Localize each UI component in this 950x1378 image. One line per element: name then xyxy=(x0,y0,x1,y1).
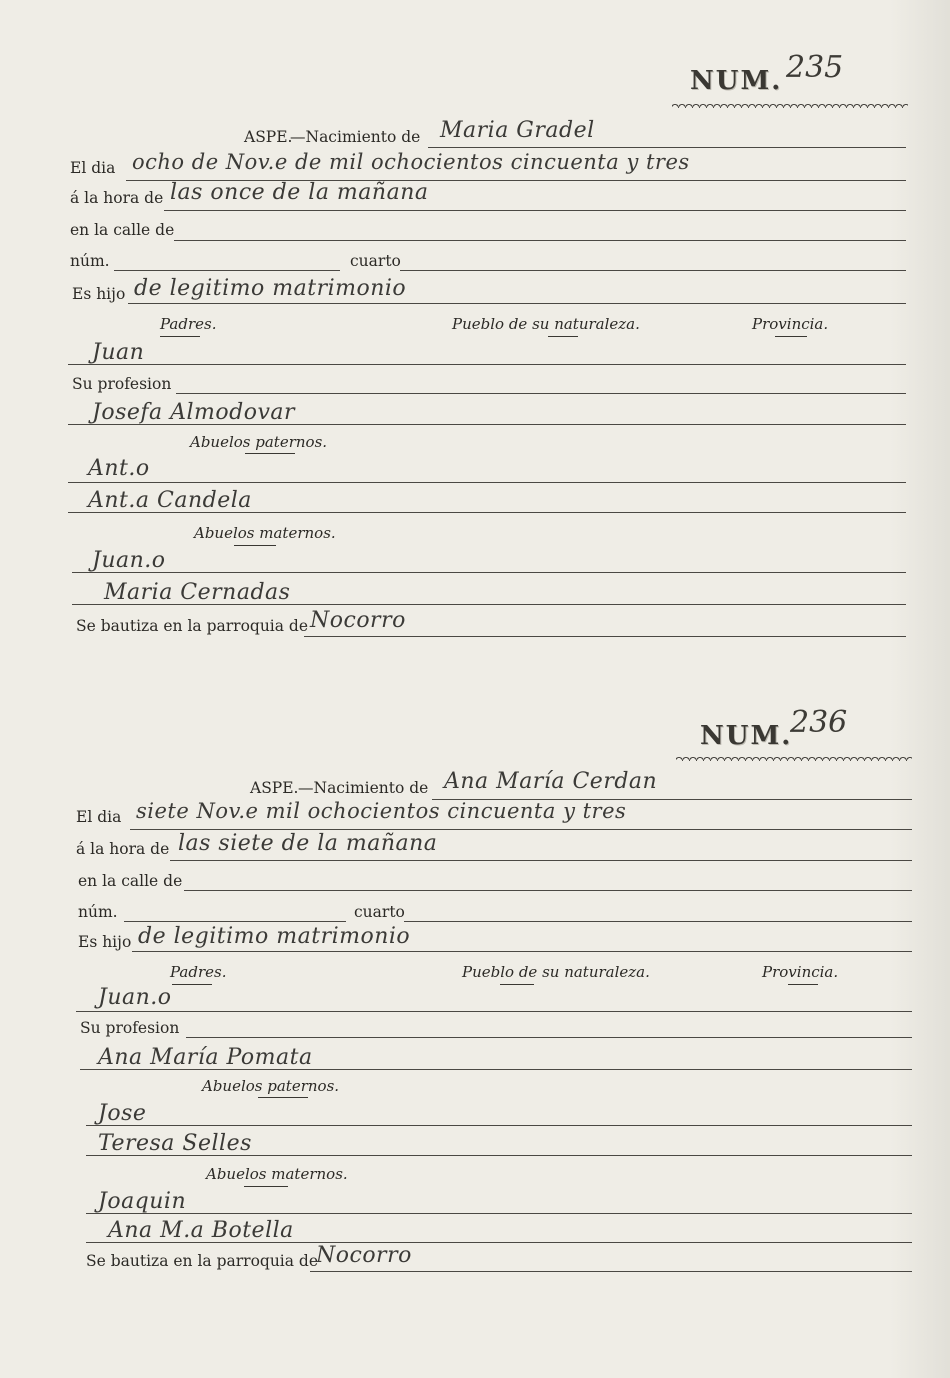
record-number-label: NUM. xyxy=(700,721,793,751)
birth-record xyxy=(0,653,950,1293)
street-line xyxy=(184,890,912,891)
maternal-grandparents-header: Abuelos maternos. xyxy=(206,1165,348,1183)
hour-line xyxy=(170,860,912,861)
hour-line xyxy=(164,210,906,211)
day-value: ocho de Nov.e de mil ochocientos cincuenta y tres xyxy=(132,150,690,174)
maternal-grandfather: Juan.o xyxy=(92,548,166,573)
paternal-header-rule xyxy=(245,453,295,454)
paternal-header-rule xyxy=(258,1097,308,1098)
ornamental-rule xyxy=(672,100,908,108)
baptism-line xyxy=(310,1271,912,1272)
day-label: El dia xyxy=(70,159,116,177)
day-label: El dia xyxy=(76,808,122,826)
hour-value: las siete de la mañana xyxy=(178,831,438,856)
number-line xyxy=(114,270,340,271)
birth-record xyxy=(0,0,950,640)
paternal-grandfather: Ant.o xyxy=(88,456,150,481)
maternal-grandfather: Joaquin xyxy=(98,1189,187,1214)
mother-name: Josefa Almodovar xyxy=(92,400,296,425)
room-line xyxy=(404,921,912,922)
profession-label: Su profesion xyxy=(80,1019,180,1037)
baptism-parish: Nocorro xyxy=(316,1243,412,1268)
child-name: Maria Gradel xyxy=(440,118,595,143)
baptism-label: Se bautiza en la parroquia de xyxy=(76,617,309,635)
profession-label: Su profesion xyxy=(72,375,172,393)
record-number-label: NUM. xyxy=(690,66,783,96)
child-of-line xyxy=(128,303,906,304)
parents-header-rule xyxy=(160,336,200,337)
paternal-grandmother: Ant.a Candela xyxy=(88,488,252,513)
maternal-grandfather-line xyxy=(72,572,906,573)
birth-label: —Nacimiento de xyxy=(290,128,421,146)
hour-label: á la hora de xyxy=(70,189,164,207)
paternal-grandmother: Teresa Selles xyxy=(98,1131,252,1156)
mother-line xyxy=(68,424,906,425)
child-of-label: Es hijo xyxy=(72,285,126,303)
province-header-rule xyxy=(788,984,818,985)
mother-line xyxy=(80,1069,912,1070)
paternal-grandparents-header: Abuelos paternos. xyxy=(202,1077,340,1095)
maternal-grandfather-line xyxy=(86,1213,912,1214)
child-of-line xyxy=(132,951,912,952)
hour-value: las once de la mañana xyxy=(170,180,429,205)
room-label: cuarto xyxy=(354,903,405,921)
day-value: siete Nov.e mil ochocientos cincuenta y tres xyxy=(136,799,627,823)
maternal-header-rule xyxy=(234,545,276,546)
child-name: Ana María Cerdan xyxy=(444,769,658,794)
origin-header: Pueblo de su naturaleza. xyxy=(462,963,650,981)
ornamental-rule xyxy=(676,753,912,761)
record-number-value: 235 xyxy=(786,50,844,85)
province-header: Provincia. xyxy=(752,315,829,333)
baptism-label: Se bautiza en la parroquia de xyxy=(86,1252,319,1270)
day-line xyxy=(130,829,912,830)
province-header-rule xyxy=(775,336,807,337)
paternal-grandmother-line xyxy=(86,1155,912,1156)
origin-header-rule xyxy=(548,336,578,337)
maternal-grandmother: Maria Cernadas xyxy=(104,580,291,605)
hour-label: á la hora de xyxy=(76,840,170,858)
parents-header: Padres. xyxy=(160,315,217,333)
profession-line xyxy=(176,393,906,394)
number-line xyxy=(124,921,346,922)
room-line xyxy=(400,270,906,271)
number-label: núm. xyxy=(78,903,118,921)
father-line xyxy=(76,1011,912,1012)
paternal-grandfather-line xyxy=(68,482,906,483)
street-label: en la calle de xyxy=(78,872,183,890)
maternal-grandmother-line xyxy=(72,604,906,605)
child-name-line xyxy=(428,147,906,148)
maternal-grandmother-line xyxy=(86,1242,912,1243)
street-label: en la calle de xyxy=(70,221,175,239)
origin-header-rule xyxy=(500,984,534,985)
paternal-grandmother-line xyxy=(68,512,906,513)
paternal-grandfather-line xyxy=(86,1125,912,1126)
profession-line xyxy=(186,1037,912,1038)
street-line xyxy=(174,240,906,241)
father-line xyxy=(68,364,906,365)
paternal-grandfather: Jose xyxy=(98,1101,147,1126)
baptism-parish: Nocorro xyxy=(310,608,406,633)
birth-label: —Nacimiento de xyxy=(298,779,429,797)
number-label: núm. xyxy=(70,252,110,270)
town-label: ASPE. xyxy=(250,779,299,797)
origin-header: Pueblo de su naturaleza. xyxy=(452,315,640,333)
father-name: Juan xyxy=(92,340,145,365)
maternal-grandmother: Ana M.a Botella xyxy=(108,1218,294,1243)
province-header: Provincia. xyxy=(762,963,839,981)
child-of-value: de legitimo matrimonio xyxy=(134,276,407,301)
parents-header-rule xyxy=(172,984,212,985)
mother-name: Ana María Pomata xyxy=(98,1045,313,1070)
father-name: Juan.o xyxy=(98,985,172,1010)
child-of-value: de legitimo matrimonio xyxy=(138,924,411,949)
baptism-line xyxy=(304,636,906,637)
town-label: ASPE. xyxy=(244,128,293,146)
parents-header: Padres. xyxy=(170,963,227,981)
room-label: cuarto xyxy=(350,252,401,270)
paternal-grandparents-header: Abuelos paternos. xyxy=(190,433,328,451)
maternal-header-rule xyxy=(244,1186,288,1187)
record-number-value: 236 xyxy=(790,705,848,740)
maternal-grandparents-header: Abuelos maternos. xyxy=(194,524,336,542)
child-of-label: Es hijo xyxy=(78,933,132,951)
